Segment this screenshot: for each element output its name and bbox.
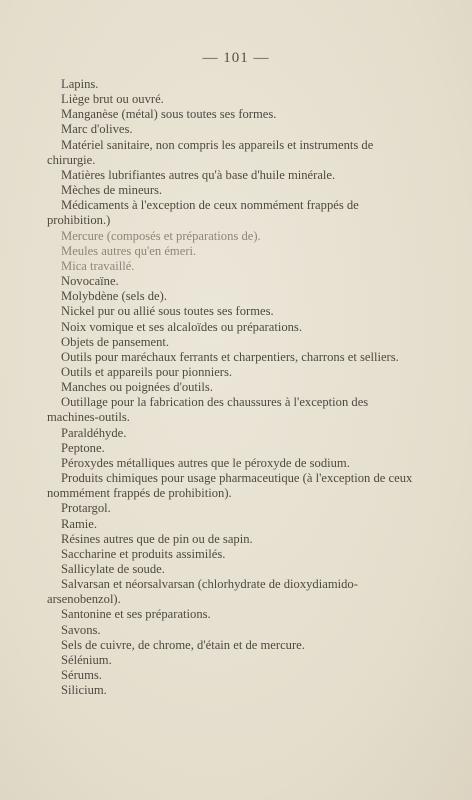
page-number: — 101 — — [202, 50, 270, 66]
list-item: Résines autres que de pin ou de sapin. — [61, 531, 253, 546]
list-item: Médicaments à l'exception de ceux nommément frappés de prohibition.) — [47, 198, 359, 228]
list-item: Savons. — [61, 622, 101, 637]
list-item: Peptone. — [61, 440, 105, 455]
list-item: Sélénium. — [61, 652, 112, 667]
list-item: Objets de pansement. — [61, 334, 170, 349]
list-item: Paraldéhyde. — [61, 425, 127, 440]
list-item: Marc d'olives. — [61, 122, 133, 137]
list-item: Péroxydes métalliques autres que le péroxyde de sodium. — [61, 455, 350, 470]
list-item: Nickel pur ou allié sous toutes ses formes. — [61, 304, 274, 319]
list-item: Santonine et ses préparations. — [61, 607, 211, 622]
list-item: Manches ou poignées d'outils. — [61, 380, 213, 395]
list-item: Outils pour maréchaux ferrants et charpentiers, charrons et selliers. — [61, 349, 399, 364]
list-item: Mercure (composés et préparations de). — [61, 228, 261, 243]
list-item: Mica travaillé. — [61, 258, 135, 273]
list-item: Meules autres qu'en émeri. — [61, 243, 197, 258]
list-item: Sallicylate de soude. — [61, 562, 165, 576]
list-item: Sérums. — [61, 668, 102, 683]
list-item: Manganèse (métal) sous toutes ses formes. — [61, 107, 277, 122]
list-item: Salvarsan et néorsalvarsan (chlorhydrate de dioxydiamido-arsenobenzol). — [47, 577, 358, 607]
list-item: Outillage pour la fabrication des chaussures à l'exception des machines-outils. — [47, 395, 369, 425]
list-item: Outils et appareils pour pionniers. — [61, 364, 233, 379]
list-item: Lapins. — [61, 77, 99, 91]
list-item: Liège brut ou ouvré. — [61, 92, 164, 107]
list-item: Sels de cuivre, de chrome, d'étain et de mercure. — [61, 637, 305, 652]
list-item: Ramie. — [61, 516, 98, 531]
list-item: Matières lubrifiantes autres qu'à base d'huile minérale. — [61, 167, 336, 182]
list-item: Saccharine et produits assimilés. — [61, 546, 226, 561]
list-item: Mèches de mineurs. — [61, 183, 163, 198]
list-item: Produits chimiques pour usage pharmaceutique (à l'exception de ceux nommément frappés de prohibition). — [47, 471, 413, 501]
list-item: Noix vomique et ses alcaloïdes ou préparations. — [61, 319, 302, 334]
list-item: Matériel sanitaire, non compris les appareils et instruments de chirurgie. — [47, 137, 374, 167]
list-item: Molybdène (sels de). — [61, 289, 167, 304]
list-item: Silicium. — [61, 683, 107, 698]
list-item: Novocaïne. — [61, 274, 119, 289]
list-item: Protargol. — [61, 501, 111, 516]
entry-list — [47, 77, 419, 698]
